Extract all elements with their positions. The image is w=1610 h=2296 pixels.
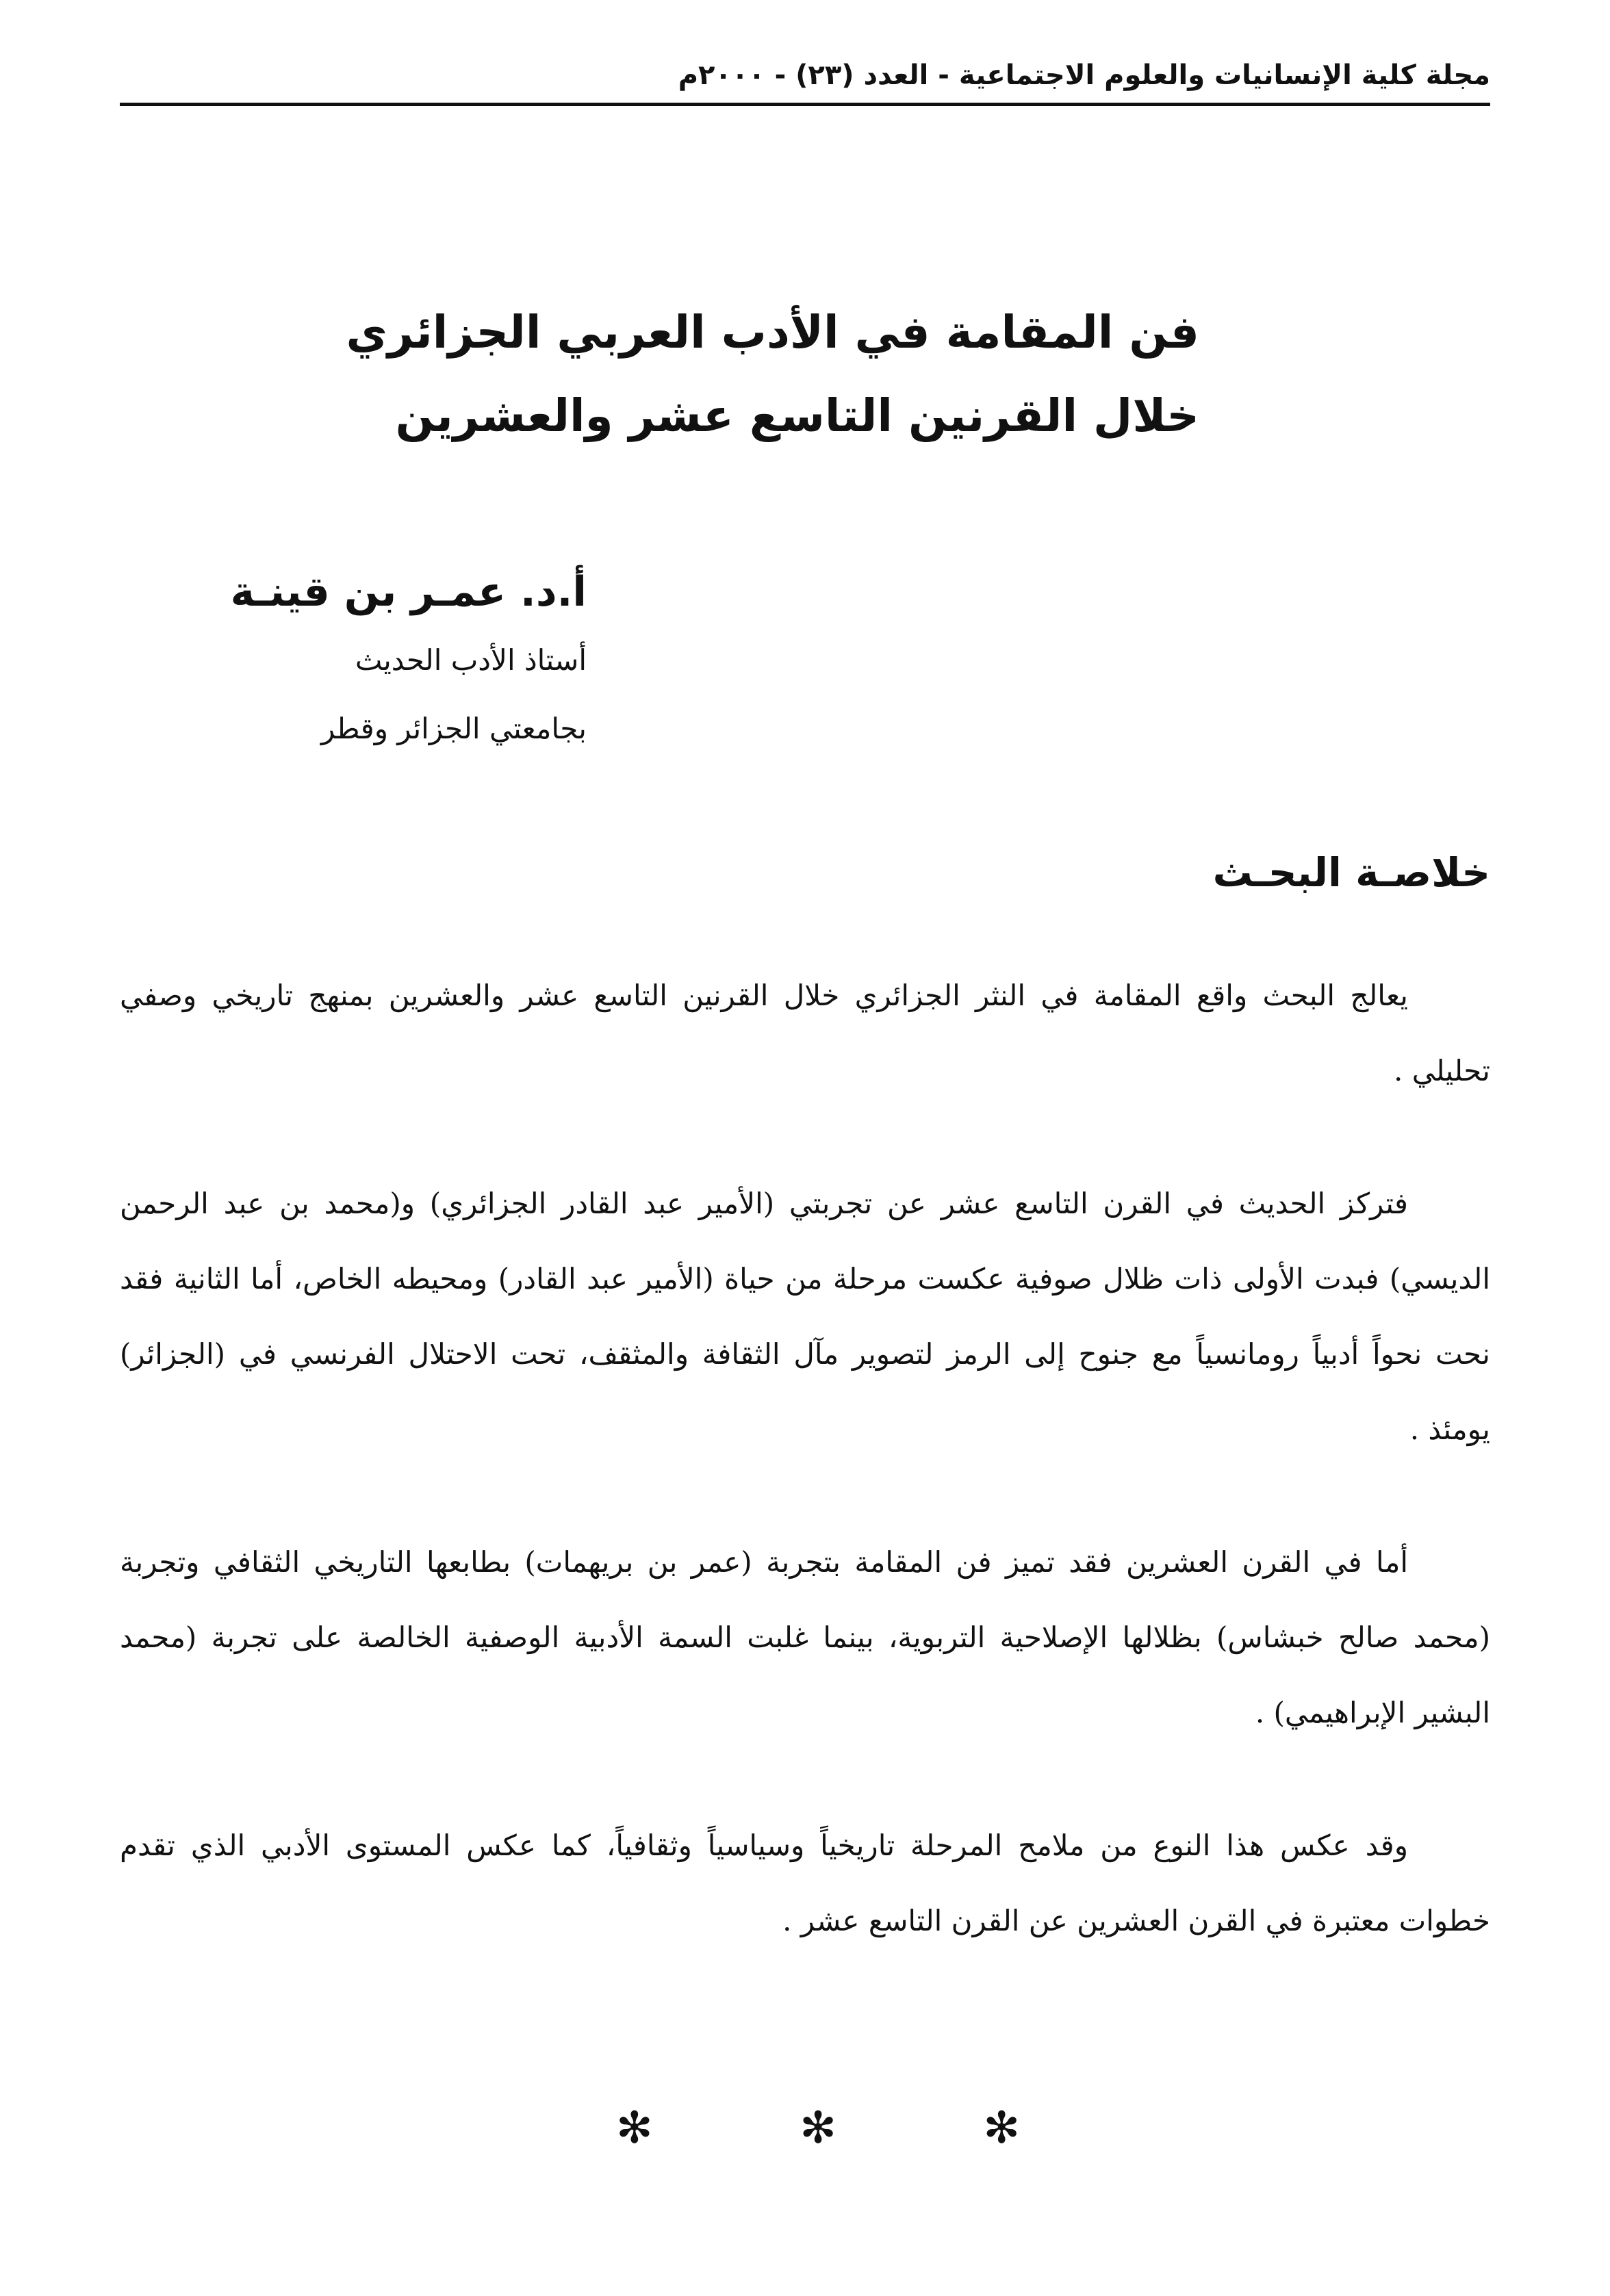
title-line-2: خلال القرنين التاسع عشر والعشرين (395, 389, 1199, 442)
abstract-paragraph-3: أما في القرن العشرين فقد تميز فن المقامة بتجربة (عمر بن بريهمات) بطابعها التاريخي الثقافي وتجربة (محمد صالح خبشاس) بظلالها الإصلاحية التربوية، بينما غلبت السمة الأدبية الوصفية الخالصة على تجربة (محمد البشير الإبراهيمي) . (120, 1545, 1490, 1729)
asterisk-ornament-icon: ✻ (800, 2103, 836, 2154)
author-position: أستاذ الأدب الحديث (355, 643, 587, 677)
asterisk-ornament-icon: ✻ (983, 2103, 1020, 2154)
abstract-body (120, 958, 1490, 2016)
abstract-paragraph-4: وقد عكس هذا النوع من ملامح المرحلة تاريخياً وسياسياً وثقافياً، كما عكس المستوى الأدبي الذي تقدم خطوات معتبرة في القرن العشرين عن القرن التاسع عشر . (120, 1829, 1490, 1937)
abstract-paragraph-1: يعالج البحث واقع المقامة في النثر الجزائري خلال القرنين التاسع عشر والعشرين بمنهج تاريخي وصفي تحليلي . (120, 979, 1490, 1087)
author-affiliation: بجامعتي الجزائر وقطر (320, 712, 587, 745)
running-header: مجلة كلية الإنسانيات والعلوم الاجتماعية - العدد (٢٣) - ٢٠٠٠م (678, 60, 1490, 91)
asterisk-ornament-icon: ✻ (616, 2103, 653, 2154)
header-rule (120, 103, 1490, 106)
article-title (274, 291, 1199, 458)
abstract-heading: خلاصـة البحـث (1212, 849, 1490, 896)
abstract-paragraph-2: فتركز الحديث في القرن التاسع عشر عن تجربتي (الأمير عبد القادر الجزائري) و(محمد بن عبد الرحمن الديسي) فبدت الأولى ذات ظلال صوفية عكست مرحلة من حياة (الأمير عبد القادر) ومحيطه الخاص، أما الثانية فقد نحت نحواً أدبياً رومانسياً مع جنوح إلى الرمز لتصوير مآل الثقافة والمثقف، تحت الاحتلال الفرنسي في (الجزائر) يومئذ . (120, 1187, 1490, 1446)
author-block (205, 558, 587, 763)
author-name: أ.د. عمـر بن قينـة (230, 568, 587, 616)
section-ornaments (616, 2098, 1020, 2159)
title-line-1: فن المقامة في الأدب العربي الجزائري (346, 306, 1199, 359)
